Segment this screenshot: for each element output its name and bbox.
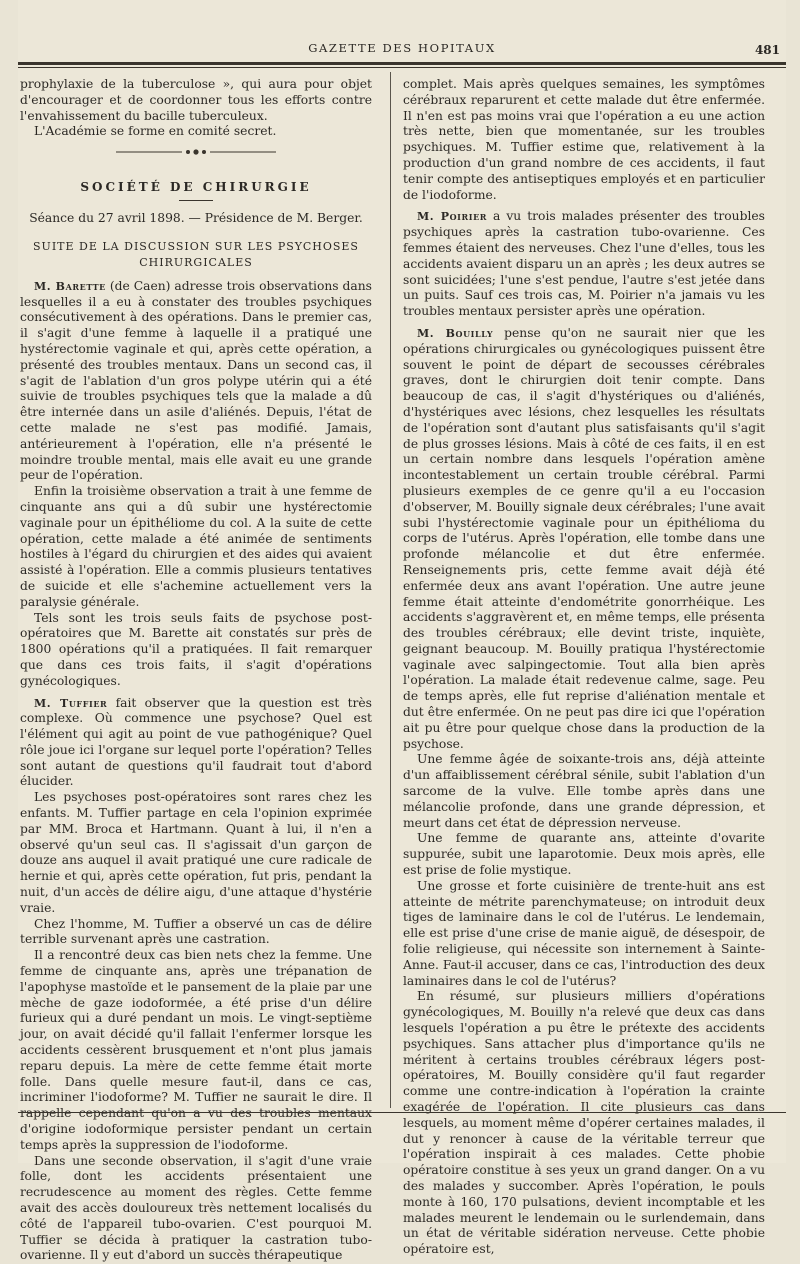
speaker-name: M. Tuffier <box>34 696 108 710</box>
paragraph: Dans une seconde observation, il s'agit d'une vraie folle, dont les accidents présentaient une recrudescence au moment des règles. Cette femme avait des accès douloureux très nettement localisés du côté de l'appareil tubo-ovarien. C'est pourquoi M. Tuffier se décida à pratiquer la castration tubo-ovarienne. Il y eut d'abord un succès thérapeutique <box>20 1153 372 1263</box>
paragraph-tuffier <box>20 696 372 791</box>
speaker-name: M. Bouilly <box>417 326 494 340</box>
footer-rule <box>18 1112 786 1113</box>
page-header <box>18 38 786 62</box>
page-number: 481 <box>754 43 780 57</box>
paragraph-text: fait observer que la question est très complexe. Où commence une psychose? Quel est l'élément qui agit au point de vue pathogénique? Quel rôle joue ici l'organe sur lequel porte l'opération? Telles sont autant de questions qu'il faudrait tout d'abord élucider. <box>20 695 372 789</box>
paragraph: prophylaxie de la tuberculose », qui aura pour objet d'encourager et de coordonner tous les efforts contre l'envahissement du bacille tuberculeux. <box>20 77 372 123</box>
paragraph-text: pense qu'on ne saurait nier que les opérations chirurgicales ou gynécologiques puissent être souvent le point de départ de secousses cérébrales graves, dont le chirurgien doit tenir compte. Dans beaucoup de cas, il s'agit d'hystériques ou d'aliénés, d'hystériques avec lésions, chez lesquelles les résultats de l'opération sont d'autant plus satisfaisants qu'il s'agit de plus grosses lésions. Mais à côté de ces faits, il en est un certain nombre dans lesquels l'opération amène incontestablement un certain trouble cérébral. Parmi plusieurs exemples de ce genre qu'il a eu l'occasion d'observer, M. Bouilly signale deux cérébrales; l'une avait subi l'hystérectomie vaginale pour un épithélioma du corps de l'utérus. Après l'opération, elle tombe dans une profonde mélancolie et dut être enfermée. Renseignements pris, cette femme avait déjà été enfermée deux ans avant l'opération. Une autre jeune femme était atteinte d'endométrite gonorrhéique. Les accidents s'aggravèrent et, en même temps, elle présenta des troubles cérébraux; elle devint triste, inquiète, geignant beaucoup. M. Bouilly pratiqua l'hystérectomie vaginale avec salpingectomie. Tout alla bien après l'opération. La malade était redevenue calme, sage. Peu de temps après, elle fut reprise d'aliénation mentale et dut être enfermée. On ne peut pas dire ici que l'opération ait pu être pour quelque chose dans la production de la psychose. <box>403 325 765 751</box>
header-rule-thin <box>18 67 786 68</box>
paragraph: En résumé, sur plusieurs milliers d'opérations gynécologiques, M. Bouilly n'a relevé que deux cas dans lesquels l'opération a pu être le prétexte des accidents psychiques. Sans attacher plus d'importance qu'ils ne méritent à certains troubles cérébraux légers post-opératoires, M. Bouilly considère qu'il faut regarder comme une contre-indication à l'opération la crainte exagérée de l'opération. Il cite plusieurs cas dans lesquels, au moment même d'opérer certaines malades, il dut y renoncer à cause de la véritable terreur que l'opération inspirait à ces malades. Cette phobie opératoire constitue à ses yeux un grand danger. On a vu des malades y succomber. Après l'opération, le pouls monte à 160, 170 pulsations, devient incomptable et les malades meurent le lendemain ou le surlendemain, dans un état de véritable sidération nerveuse. Cette phobie opératoire est, <box>403 989 765 1257</box>
paragraph: Une femme de quarante ans, atteinte d'ovarite suppurée, subit une laparotomie. Deux mois après, elle est prise de folie mystique. <box>403 831 765 878</box>
paragraph-bouilly <box>403 326 765 753</box>
title-rule <box>179 200 213 201</box>
left-column <box>20 77 372 1264</box>
paragraph: L'Académie se forme en comité secret. <box>34 124 277 139</box>
paragraph-text: (de Caen) adresse trois observations dans lesquelles il a eu à constater des troubles psychiques consécutivement à des opérations. Dans le premier cas, il s'agit d'une femme à laquelle il a pratiqué une hystérectomie vaginale et qui, après cette opération, a présenté des troubles mentaux. Dans un second cas, il s'agit de l'ablation d'un gros polype utérin qui a été suivie de troubles psychiques tels que la malade a dû être internée dans un asile d'aliénés. Depuis, l'état de cette malade ne s'est pas modifié. Jamais, antérieurement à l'opération, elle n'a présenté le moindre trouble mental, mais elle avait eu une grande peur de l'opération. <box>20 278 372 483</box>
paragraph-barette <box>20 279 372 484</box>
paragraph: complet. Mais après quelques semaines, les symptômes cérébraux reparurent et cette malade dut être enfermée. Il n'en est pas moins vrai que l'opération a eu une action très nette, bien que momentanée, sur les troubles psychiques. M. Tuffier estime que, relativement à la production d'un grand nombre de ces accidents, il faut tenir compte des antiseptiques employés et en particulier de l'iodoforme. <box>403 77 765 202</box>
newspaper-page <box>18 0 786 1263</box>
paragraph-poirier <box>403 209 765 320</box>
paragraph: Tels sont les trois seuls faits de psychose post-opératoires que M. Barette ait constatés sur près de 1800 opérations qu'il a pratiquées. Il fait remarquer que dans ces trois faits, il s'agit d'opérations gynécologiques. <box>20 610 372 688</box>
session-line: Séance du 27 avril 1898. — Présidence de M. Berger. <box>29 210 363 225</box>
ornament-divider <box>20 148 372 170</box>
speaker-name: M. Barette <box>34 279 106 293</box>
section-title: SOCIÉTÉ DE CHIRURGIE <box>80 180 312 195</box>
column-divider <box>390 72 391 1108</box>
paragraph: Chez l'homme, M. Tuffier a observé un cas de délire terrible survenant après une castration. <box>20 916 372 947</box>
journal-title: GAZETTE DES HOPITAUX <box>308 41 496 55</box>
header-rule-thick <box>18 62 786 65</box>
speaker-name: M. Poirier <box>417 210 488 224</box>
ornament-rule-icon <box>116 148 276 156</box>
paragraph-text: a vu trois malades présenter des troubles psychiques après la castration tubo-ovarienne. Ces femmes étaient des nerveuses. Chez l'une d'elles, tous les accidents avaient disparu un an après ; les deux autres se sont suicidées; l'une s'est pendue, l'autre s'est jetée dans un puits. Sauf ces trois cas, M. Poirier n'a jamais vu les troubles mentaux persister après une opération. <box>403 209 765 319</box>
right-column <box>403 77 765 1258</box>
paragraph: Une femme âgée de soixante-trois ans, déjà atteinte d'un affaiblissement cérébral sénile, subit l'ablation d'un sarcome de la vulve. Elle tombe après dans une mélancolie profonde, dans une grande dépression, et meurt dans cet état de dépression nerveuse. <box>403 752 765 830</box>
paragraph: Il a rencontré deux cas bien nets chez la femme. Une femme de cinquante ans, après une trépanation de l'apophyse mastoïde et le pansement de la plaie par une mèche de gaze iodoformée, a été prise d'un délire furieux qui a duré pendant un mois. Le vingt-septième jour, on avait décidé qu'il fallait l'enfermer lorsque les accidents cessèrent brusquement et n'ont plus jamais reparu depuis. La mère de cette femme était morte folle. Dans quelle mesure faut-il, dans ce cas, incriminer l'iodoforme? M. Tuffier ne saurait le dire. Il rappelle cependant qu'on a vu des troubles mentaux d'origine iodoformique persister pendant un certain temps après la suppression de l'iodoforme. <box>20 948 372 1152</box>
paragraph: Une grosse et forte cuisinière de trente-huit ans est atteinte de métrite parenchymateuse; on introduit deux tiges de laminaire dans le col de l'utérus. Le lendemain, elle est prise d'une crise de manie aiguë, de désespoir, de folie religieuse, qui nécessite son internement à Sainte-Anne. Faut-il accuser, dans ce cas, l'introduction des deux laminaires dans le col de l'utérus? <box>403 878 765 988</box>
paragraph: Enfin la troisième observation a trait à une femme de cinquante ans qui a dû subir une hystérectomie vaginale pour un épithéliome du col. A la suite de cette opération, cette malade a été animée de sentiments hostiles à l'égard du chirurgien et des aides qui avaient assisté à l'opération. Elle a commis plusieurs tentatives de suicide et elle s'achemine actuellement vers la paralysie générale. <box>20 484 372 609</box>
discussion-subheading: SUITE DE LA DISCUSSION SUR LES PSYCHOSES CHIRURGICALES <box>33 239 359 269</box>
paragraph: Les psychoses post-opératoires sont rares chez les enfants. M. Tuffier partage en cela l'opinion exprimée par MM. Broca et Hartmann. Quant à lui, il n'en a observé qu'un seul cas. Il s'agissait d'un garçon de douze ans auquel il avait pratiqué une cure radicale de hernie et qui, après cette opération, fut pris, pendant la nuit, d'un accès de délire aigu, d'une attaque d'hystérie vraie. <box>20 790 372 915</box>
